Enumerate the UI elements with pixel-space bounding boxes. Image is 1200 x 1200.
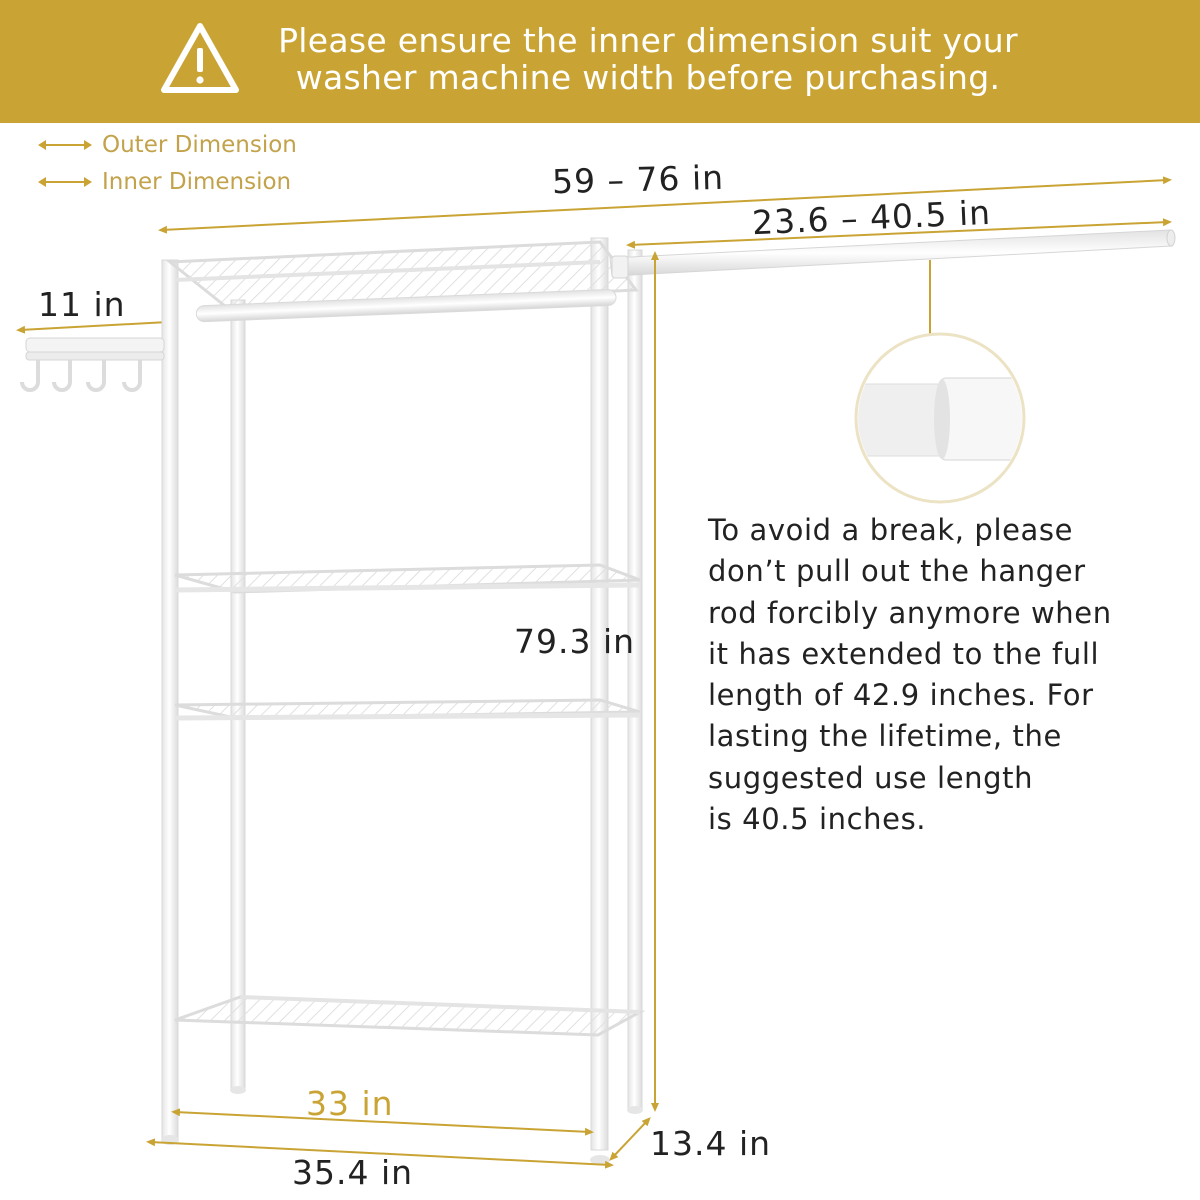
banner-line: Please ensure the inner dimension suit your bbox=[278, 21, 1018, 60]
legend-outer-label: Outer Dimension bbox=[102, 132, 297, 158]
depth-label: 13.4 in bbox=[650, 1124, 772, 1163]
note-line: To avoid a break, please bbox=[708, 513, 1074, 547]
hanger-rod bbox=[610, 230, 1175, 278]
outer-width-label: 35.4 in bbox=[292, 1153, 414, 1192]
note-line: suggested use length bbox=[708, 760, 1034, 795]
hook-width-label: 11 in bbox=[38, 285, 126, 324]
side-hook-rack bbox=[22, 338, 164, 390]
note-line: is 40.5 inches. bbox=[708, 802, 927, 837]
note-line: rod forcibly anymore when bbox=[708, 595, 1112, 630]
usage-note bbox=[708, 510, 1178, 840]
note-line: don’t pull out the hanger bbox=[708, 554, 1086, 589]
rod-length-label: 23.6 – 40.5 in bbox=[751, 192, 992, 243]
legend-inner-label: Inner Dimension bbox=[102, 169, 292, 195]
total-width-label: 59 – 76 in bbox=[551, 157, 725, 202]
note-line: lasting the lifetime, the bbox=[708, 719, 1062, 754]
depth-dimension-line bbox=[612, 1120, 648, 1158]
note-line: length of 42.9 inches. For bbox=[708, 678, 1094, 713]
inner-width-label: 33 in bbox=[306, 1084, 394, 1123]
note-line: it has extended to the full bbox=[708, 636, 1100, 671]
banner-line: washer machine width before purchasing. bbox=[295, 58, 1001, 97]
height-label: 79.3 in bbox=[514, 622, 636, 661]
rod-joint-zoom-callout bbox=[850, 260, 1050, 502]
top-shelf bbox=[170, 242, 636, 322]
middle-shelf-2 bbox=[175, 700, 640, 718]
